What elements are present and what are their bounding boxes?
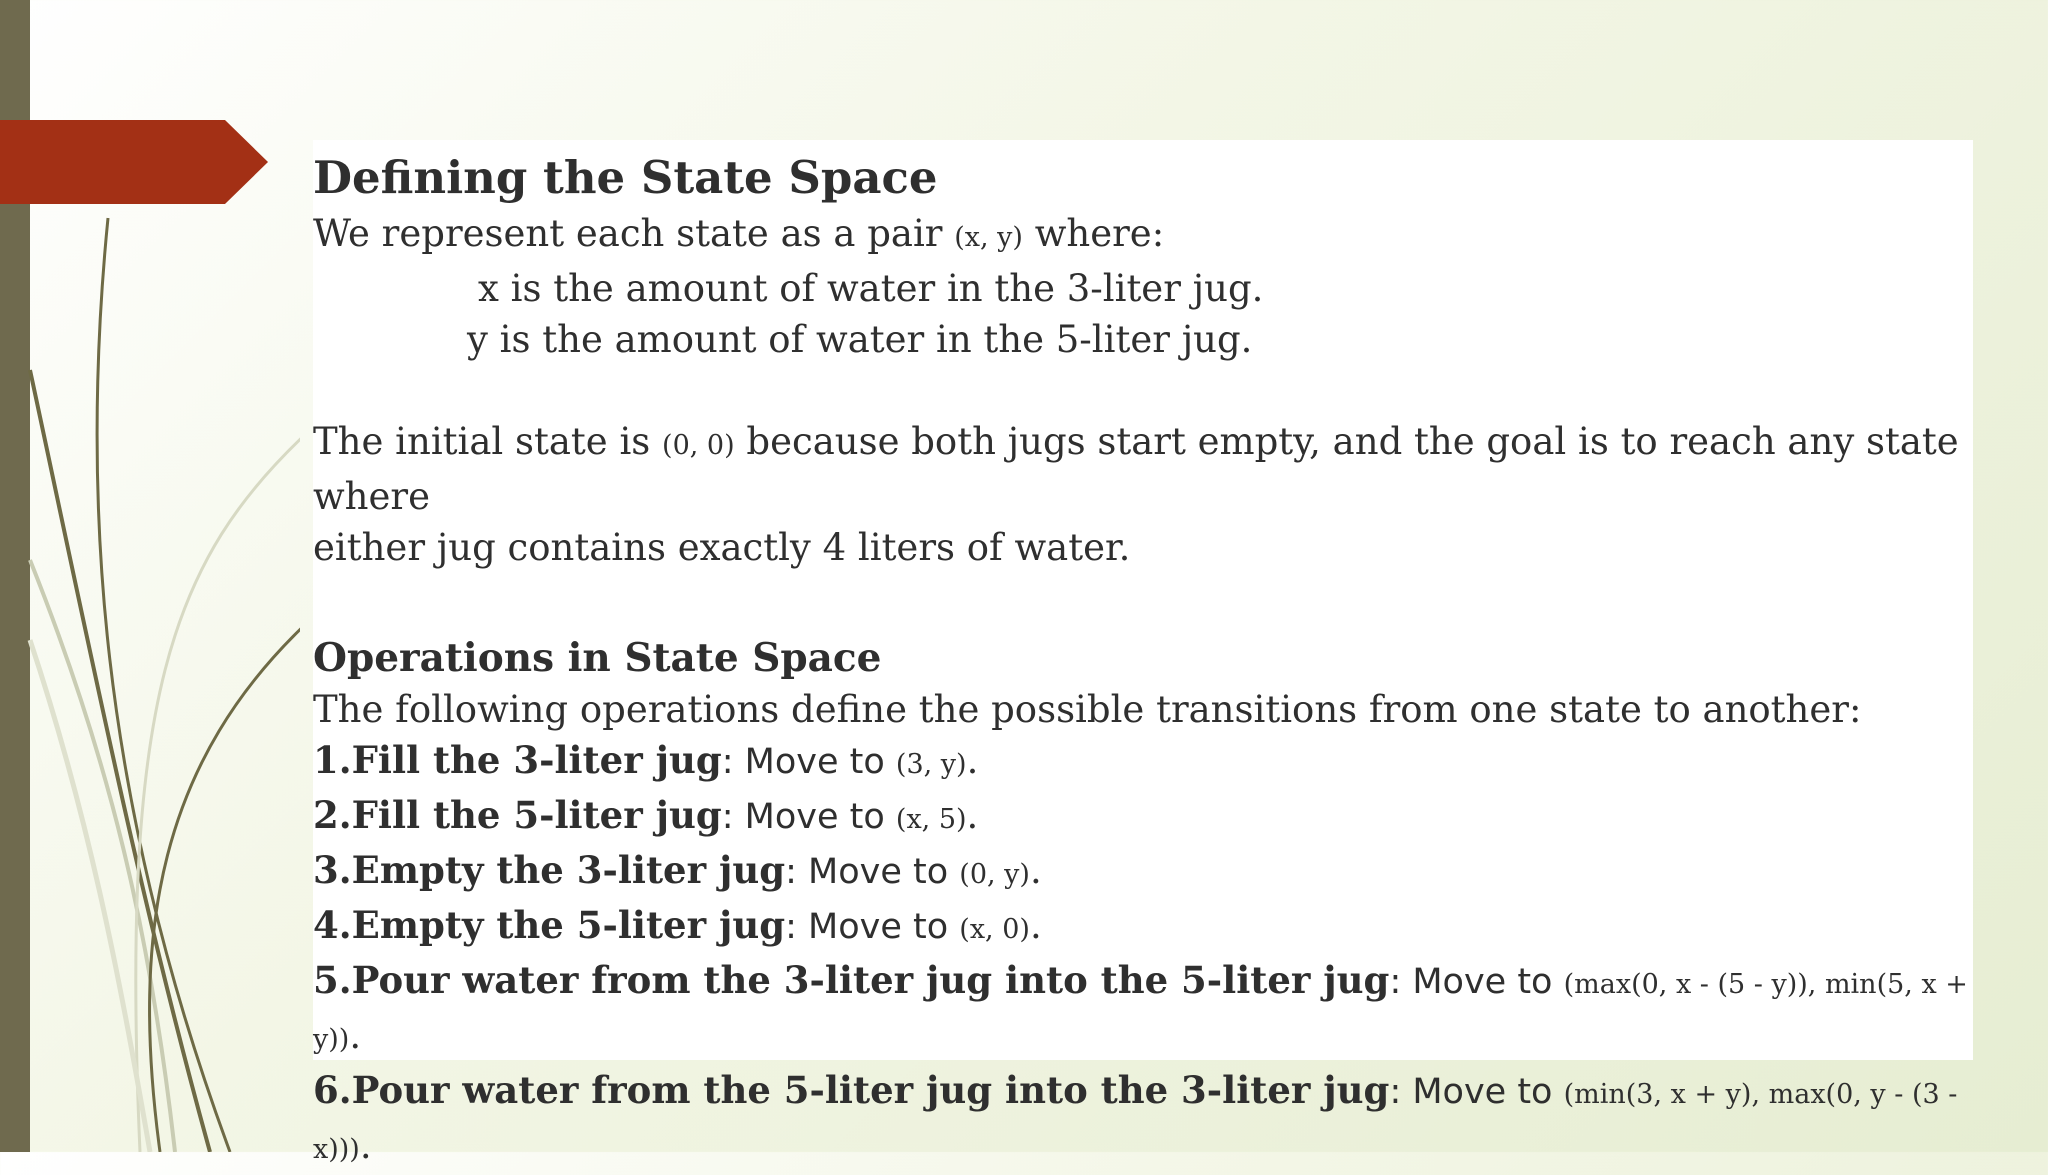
operation-end: . xyxy=(349,1014,362,1057)
operation-item xyxy=(313,790,1973,845)
operation-math: (x, 5) xyxy=(895,804,967,835)
operation-move: : Move to xyxy=(785,907,960,947)
operation-move: : Move to xyxy=(1389,962,1564,1002)
operation-move: : Move to xyxy=(721,797,896,837)
operation-move: : Move to xyxy=(785,852,960,892)
initial-suffix: because both jugs start empty, and the goal is to reach any state where xyxy=(313,420,1959,518)
initial-state-line2: either jug contains exactly 4 liters of water. xyxy=(313,526,1131,569)
operation-move: : Move to xyxy=(721,742,896,782)
intro-math: (x, y) xyxy=(954,222,1023,253)
intro-prefix: We represent each state as a pair xyxy=(313,212,955,255)
intro-line xyxy=(313,208,1973,263)
operation-label: 5.Pour water from the 3-liter jug into the 5-liter jug xyxy=(313,958,1390,1002)
operation-move: : Move to xyxy=(1389,1072,1564,1112)
operation-label: 1.Fill the 3-liter jug xyxy=(313,738,722,782)
title-arrow-tab xyxy=(0,120,268,204)
operation-item xyxy=(313,900,1973,955)
operation-item xyxy=(313,735,1973,790)
operation-item xyxy=(313,845,1973,900)
initial-state-line1 xyxy=(313,416,1973,522)
operation-label: 2.Fill the 5-liter jug xyxy=(313,793,722,837)
operation-math: (min(3, x + y), max(0, y - (3 - x))) xyxy=(313,1079,1958,1165)
operation-end: . xyxy=(966,794,979,837)
operation-math: (x, 0) xyxy=(959,914,1030,945)
slide-content-box xyxy=(313,140,1973,1167)
operation-end: . xyxy=(1029,849,1042,892)
definition-x: x is the amount of water in the 3-liter jug. xyxy=(478,267,1264,310)
operation-end: . xyxy=(966,739,979,782)
operation-item xyxy=(313,1065,1973,1175)
intro-suffix: where: xyxy=(1022,212,1165,255)
operation-math: (0, y) xyxy=(959,859,1030,890)
initial-prefix: The initial state is xyxy=(313,420,663,463)
definition-y: y is the amount of water in the 5-liter jug. xyxy=(467,318,1253,361)
operation-math: (max(0, x - (5 - y)), min(5, x + y)) xyxy=(313,969,1968,1055)
operation-label: 4.Empty the 5-liter jug xyxy=(313,903,786,947)
operations-intro: The following operations define the possible transitions from one state to another: xyxy=(313,688,1862,731)
operation-math: (3, y) xyxy=(895,749,967,780)
slide-title: Defining the State Space xyxy=(313,151,938,204)
operation-label: 3.Empty the 3-liter jug xyxy=(313,848,786,892)
operations-title: Operations in State Space xyxy=(313,635,882,681)
initial-math: (0, 0) xyxy=(662,430,735,461)
operation-label: 6.Pour water from the 5-liter jug into the 3-liter jug xyxy=(313,1068,1390,1112)
operation-item xyxy=(313,955,1973,1065)
operation-end: . xyxy=(1029,904,1042,947)
operation-end: . xyxy=(359,1124,372,1167)
